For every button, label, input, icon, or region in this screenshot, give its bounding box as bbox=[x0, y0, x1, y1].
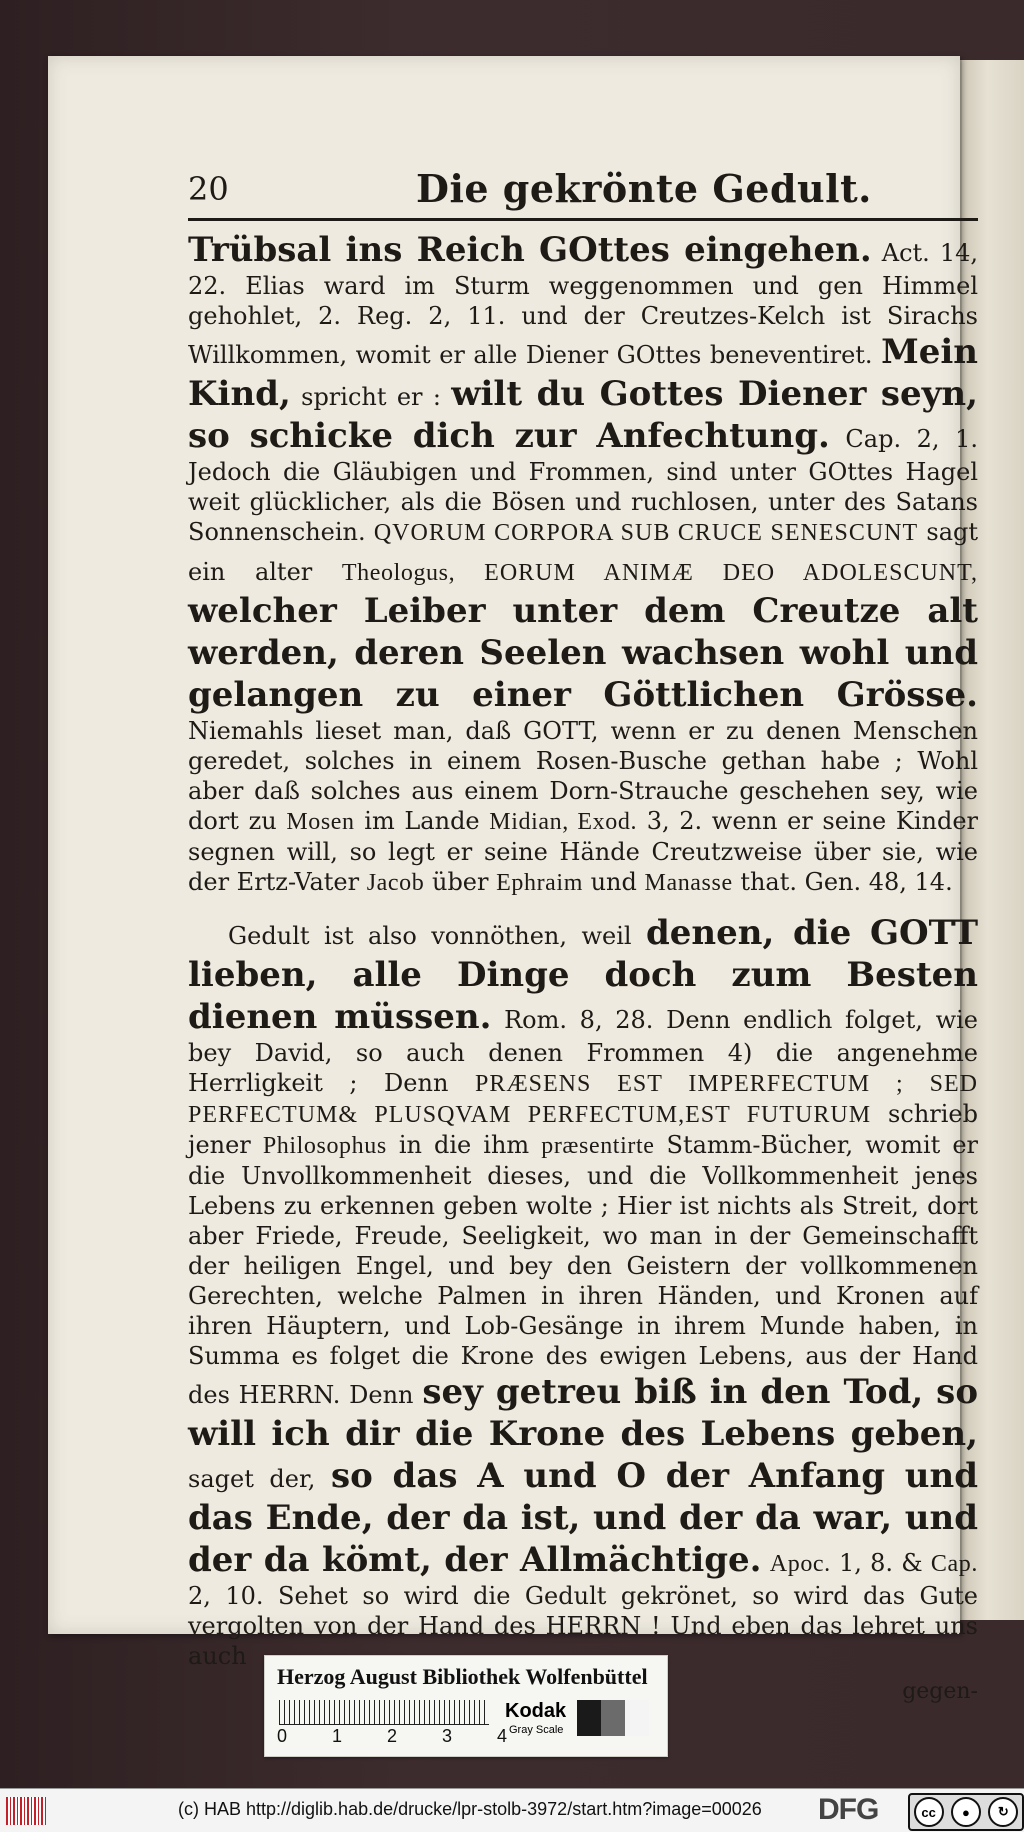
text-run: Jacob bbox=[366, 870, 425, 896]
body-text bbox=[188, 229, 978, 1707]
text-run: Rom. 8, 28. Denn endlich folget, wie bey David, so auch denen Frommen 4) die angenehme Herrligkeit ; Denn bbox=[188, 1006, 978, 1097]
citation-link[interactable]: (c) HAB http://diglib.hab.de/drucke/lpr-stolb-3972/start.htm?image=00026 bbox=[178, 1799, 762, 1819]
running-title: Die gekrönte Gedult. bbox=[416, 166, 872, 211]
text-run: Ephraim bbox=[496, 870, 583, 896]
scale-ruler bbox=[279, 1700, 489, 1725]
page-number: 20 bbox=[188, 170, 229, 208]
text-run: 1, 8. & bbox=[830, 1549, 931, 1577]
cc-sa-icon: ↻ bbox=[988, 1797, 1018, 1827]
paragraph-1 bbox=[188, 229, 978, 898]
text-run: Mein Kind, bbox=[188, 332, 978, 414]
text-run: Apoc. bbox=[769, 1551, 831, 1577]
text-run: Trübsal ins Reich GOttes eingehen. bbox=[188, 230, 872, 270]
cc-cc-icon: cc bbox=[914, 1797, 944, 1827]
text-run: Theologus, bbox=[341, 560, 456, 586]
ruler-number: 3 bbox=[441, 1726, 452, 1746]
gray-swatch bbox=[625, 1700, 649, 1736]
text-run bbox=[762, 1549, 770, 1577]
kodak-logo: Kodak bbox=[505, 1700, 567, 1722]
ruler-number: 1 bbox=[331, 1726, 342, 1746]
text-run: Cap. 2, 1. Jedoch die Gläubigen und Frommen, sind unter GOttes Hagel weit glücklicher, als die Bösen und ruchlosen, unter des Satans Sonnenschein. bbox=[188, 425, 978, 546]
text-run: Mosen bbox=[286, 809, 355, 835]
text-run: EORUM ANIMÆ DEO ADOLESCUNT, bbox=[455, 560, 978, 586]
text-run: QVORUM CORPORA SUB CRUCE SENESCUNT bbox=[373, 520, 919, 546]
ruler-numbers bbox=[277, 1726, 507, 1747]
text-run: schrieb jener bbox=[188, 1100, 978, 1159]
ruler-number: 4 bbox=[496, 1726, 507, 1746]
ruler-number: 0 bbox=[277, 1726, 288, 1746]
text-run: denen, die GOTT lieben, alle Dinge doch zum Besten dienen müssen. bbox=[188, 913, 979, 1037]
text-run: Philosophus bbox=[262, 1133, 387, 1159]
dfg-logo[interactable]: DFG bbox=[818, 1793, 879, 1826]
page-header bbox=[188, 166, 978, 221]
catchword: gegen- bbox=[902, 1679, 978, 1704]
text-run: im Lande bbox=[354, 807, 490, 835]
barcode-icon bbox=[6, 1797, 46, 1825]
text-run: spricht er : bbox=[290, 383, 452, 411]
text-run: Act. 14, 22. Elias ward im Sturm weggenommen und gen Himmel gehohlet, 2. Reg. 2, 11. und der Creutzes-Kelch ist Sirachs Willkommen, womit er alle Diener GOttes beneventiret. bbox=[188, 239, 978, 369]
text-run: præsentirte bbox=[541, 1133, 655, 1159]
text-run: Stamm-Bücher, womit er die Unvollkommenheit dieses, und die Vollkommenheit jenes Lebens zu erkennen geben wolte ; Hier ist nichts als Streit, dort aber Friede, Freude, Seeligkeit, wo man in der Gemeinschafft der heiligen Engel, und bey den Geistern der vollkommenen Gerechten, welche Palmen in ihren Händen, und Kronen auf ihren Häuptern, und Lob-Gesänge in ihrem Munde haben, in Summa es folget die Krone des ewigen Lebens, aus der Hand des HERRN. Denn bbox=[188, 1131, 979, 1409]
gray-swatch bbox=[577, 1700, 601, 1736]
text-run: PRÆSENS EST IMPERFECTUM ; SED PERFECTUM& PLUSQVAM PERFECTUM,EST FUTURUM bbox=[188, 1071, 978, 1128]
text-run: Cap. bbox=[930, 1551, 978, 1577]
library-name: Herzog August Bibliothek Wolfenbüttel bbox=[277, 1664, 648, 1689]
text-run: in die ihm bbox=[386, 1131, 542, 1159]
text-run: 3, 2. wenn er seine Kinder segnen will, so legt er seine Hände Creutzweise über sie, wie der Ertz-Vater bbox=[188, 807, 978, 896]
creative-commons-license[interactable] bbox=[908, 1793, 1024, 1831]
paragraph-2 bbox=[188, 912, 978, 1671]
text-run: 2, 10. Sehet so wird die Gedult gekrönet, so wird das Gute vergolten von der Hand des HERRN ! Und eben das lehret uns auch bbox=[188, 1582, 978, 1670]
text-run: Manasse bbox=[644, 870, 733, 896]
footer-bar bbox=[0, 1788, 1024, 1832]
text-run: wilt du Gottes Diener seyn, so schicke dich zur Anfechtung. bbox=[188, 374, 978, 456]
text-run: that. Gen. 48, 14. bbox=[732, 868, 953, 896]
text-run: saget der, bbox=[188, 1465, 331, 1493]
text-run: Midian, Exod. bbox=[489, 809, 638, 835]
text-run: Niemahls lieset man, daß GOTT, wenn er zu denen Menschen geredet, solches in einem Rosen-Busche gethan habe ; Wohl aber daß solches aus einem Dorn-Strauche geschehen sey, wie dort zu bbox=[188, 717, 978, 835]
text-run: sey getreu biß in den Tod, so will ich dir die Krone des Lebens geben, bbox=[188, 1372, 979, 1454]
gray-swatches bbox=[577, 1700, 649, 1736]
library-reference-card bbox=[264, 1655, 668, 1757]
gray-scale-label: Gray Scale bbox=[509, 1724, 564, 1736]
gray-swatch bbox=[601, 1700, 625, 1736]
text-run: welcher Leiber unter dem Creutze alt werden, deren Seelen wachsen wohl und gelangen zu einer Göttlichen Grösse. bbox=[188, 591, 978, 715]
text-run: Gedult ist also vonnöthen, weil bbox=[228, 922, 647, 950]
text-run: sagt ein alter bbox=[188, 518, 979, 586]
page-content bbox=[188, 166, 978, 1707]
cc-by-icon: ● bbox=[951, 1797, 981, 1827]
text-run: so das A und O der Anfang und das Ende, der da ist, und der da war, und der da kömt, der Allmächtige. bbox=[188, 1456, 978, 1580]
text-run: und bbox=[582, 868, 645, 896]
ruler-number: 2 bbox=[386, 1726, 397, 1746]
text-run: über bbox=[424, 868, 497, 896]
